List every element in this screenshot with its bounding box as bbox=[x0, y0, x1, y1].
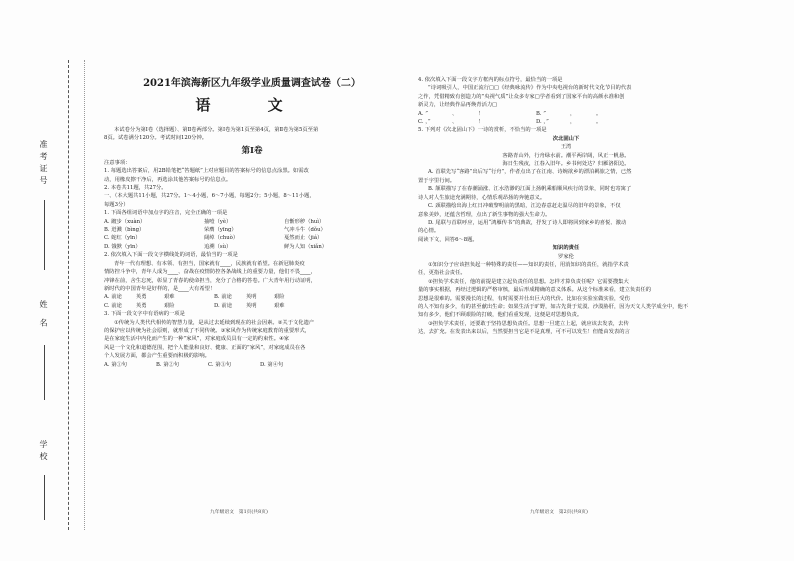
q5-option-b[interactable]: B. 颔联描写了在春潮涌涨、江水浩渺的江面上扬帆乘船顺风疾行的景象，同时也寄寓了 bbox=[428, 186, 632, 193]
left-page bbox=[104, 0, 400, 561]
question-2: 2. 依次填入下面一段文字横线处的词语，最恰当的一项是 bbox=[104, 252, 238, 259]
q3-passage-line: ①传统为人类代代相传的智慧力量，是从过去延续到现在的社会因素。②关于文化遗产 bbox=[114, 319, 315, 326]
question-1: 1. 下面各组词语中加点字的注音，完全正确的一项是 bbox=[104, 210, 228, 217]
q2-passage-line: 新时代的中国青年是好样的，是____大有希望！ bbox=[104, 285, 216, 292]
option-row[interactable]: B. 迸溅（bìng） 荣膺（yīng） 气冲斗牛（dǒu） bbox=[104, 227, 326, 234]
q2-passage-line: 冲锋在前，舍生忘死，彰显了青春的使命担当，充分了合格的答卷。广大青年用行动证明， bbox=[104, 277, 316, 284]
article-line: 量的事实根据，再经过逻辑的严格审核，最后形成精确的意义体系。从这个标准来看，建立负责任的 bbox=[418, 287, 652, 294]
q4-passage-line: “诗词吸引人，中国正流行□□《经典咏流传》作为中央电视台的新时代文化节目的代表 bbox=[428, 85, 632, 92]
poem-line: 客路青山外，行舟绿水前。潮平两岸阔，风正一帆悬。 bbox=[502, 152, 630, 159]
binding-dashed-line bbox=[68, 60, 69, 530]
poem-title: 次北固山下 bbox=[552, 135, 580, 142]
option[interactable]: D. ，” bbox=[536, 119, 549, 126]
name-field[interactable] bbox=[44, 345, 45, 400]
q2-options-row: C. 前途 英勇 艰险 D. 前途 英明 艰难 bbox=[104, 302, 285, 309]
subject-title: 语 文 bbox=[195, 96, 309, 114]
option[interactable]: B. ” bbox=[536, 110, 546, 117]
note-line: 一、（本大题共11小题，共27分。1～4小题，6～7小题，每题2分；5小题，8～11小题， bbox=[104, 193, 315, 200]
article-title: 知识的责任 bbox=[552, 245, 580, 252]
binding-strip bbox=[0, 0, 96, 561]
q4-passage-line: 之作，凭借精致有创造力的“央视气质”让众多专家□学者看到了国家平台的高颜水准和创 bbox=[418, 93, 625, 100]
reading-instruction: 阅读下文，回答6～8题。 bbox=[418, 236, 478, 243]
q3-options-row bbox=[104, 361, 400, 369]
left-body bbox=[104, 126, 400, 369]
article-line: 的人不知有多少，有的甚至献出生命；如果生活于旷野，如古先贤于荒漠、沙漠胁肝，因为天文人类学成全中，他不 bbox=[418, 303, 689, 310]
notes-heading: 注意事项： bbox=[104, 159, 131, 166]
option[interactable]: A. ” bbox=[418, 110, 428, 117]
page-footer-right: 九年级语文 第2页(共8页) bbox=[530, 510, 588, 515]
q2-passage-line: 青年一代有理想、有本领、有担当，国家就有____，民族就有希望。在新冠肺炎疫 bbox=[114, 260, 305, 267]
option[interactable]: A. 前途 bbox=[104, 294, 122, 301]
option-row[interactable]: A. 踱步（xuàn） 抽噎（yè） 自惭形秽（huì） bbox=[104, 218, 325, 225]
q2-passage-line: 情防控斗争中，青年人成为____、奋战在疫情防控各条战线上的重要力量，他们不畏____， bbox=[104, 269, 316, 276]
q4-options-row: A. ” 、 ！ B. ” ， 。 bbox=[418, 110, 602, 117]
option[interactable]: C. 第③句 bbox=[208, 361, 232, 368]
option[interactable]: A. 第①句 bbox=[104, 361, 128, 368]
note-line: 1. 每题选出答案后，用2B铅笔把“答题纸”上对应题目的答案标号的信息点涂黑。如需改 bbox=[104, 168, 309, 175]
note-line: 2. 本卷共11题，共27分。 bbox=[104, 185, 167, 192]
page-footer-left: 九年级语文 第1页(共8页) bbox=[210, 510, 268, 515]
article-line: ①知识分子应该担负起一种特殊的责任——知识的责任，用消知识的责任，就指学术责 bbox=[428, 261, 629, 268]
q3-passage-line: 个人发展方面，都会产生重要而积极的影响。 bbox=[104, 353, 210, 360]
q5-option-b-cont: 诗人对人生旅途充满期待，心情乐观昂扬的奔驰意义。 bbox=[418, 194, 546, 201]
article-line: 思想是很难的。需要漫长的过程，有时需要并仕出巨大的代价。比如在实验室做实验，受伤 bbox=[418, 295, 630, 302]
q5-option-a[interactable]: A. 首联先写“客路”出后写“行舟”，作者点出了在江南、诗婉欲乡的漂泊羁旅之情，已然 bbox=[428, 169, 632, 176]
q1-options bbox=[104, 218, 400, 252]
article-line: 任，更指社会责任。 bbox=[418, 270, 466, 277]
name-label: 姓 名 bbox=[39, 300, 48, 331]
article-line: ②担负学术责任，他的前提是建立起负责任的思想。怎样才算负责任呢？它需要搜集大 bbox=[428, 278, 629, 285]
option[interactable]: C. ，” bbox=[418, 119, 431, 126]
q5-option-d-cont: 的心情。 bbox=[418, 228, 440, 235]
intro-line: 8页。试卷满分120分。考试时间120分钟。 bbox=[104, 135, 208, 142]
option[interactable]: B. 第②句 bbox=[156, 361, 180, 368]
school-label: 学校 bbox=[39, 440, 48, 464]
article-line: 知有多少，他们不顾艰险的打破，他们看重发现，这便是对思想负责。 bbox=[418, 312, 583, 319]
q3-passage-line: 是在家庭生活中内化而产生的一种“家风”，对家庭成员具有一定的约束性。④家 bbox=[104, 336, 290, 343]
question-5: 5. 下列对《次北固山下》一诗的赏析，不恰当的一项是 bbox=[418, 127, 547, 134]
exam-number-field[interactable] bbox=[44, 200, 45, 270]
article-line: ③担负学术责任，还要敢于坚持思想负责任。思想一旦建立上起，就应该去发表，去传 bbox=[428, 320, 629, 327]
option-row[interactable]: C. 蛇红（yīn） 阔绰（chuò） 戛然而止（jiá） bbox=[104, 235, 323, 242]
article-author: 罗家伦 bbox=[558, 253, 574, 260]
note-line: 每题3分） bbox=[104, 201, 129, 208]
q5-option-c[interactable]: C. 颈联描绘出海上红日冲破黎明前的黑暗，江边春意赶走温尽的旧年的景象，不仅 bbox=[428, 203, 621, 210]
article-line: 达，去扩充。在发表出来以后，当然要担当它是不是真理，可不可以发生！但能由发表的言 bbox=[418, 329, 630, 336]
poem-author: 王湾 bbox=[560, 144, 572, 151]
q3-passage-line: 风是一个文化和道德范围，把个人能量和良好、健康、正面的“家风”，对家庭成员在各 bbox=[104, 344, 306, 351]
q4-passage-line: 新灵力，让经典作品再焕青活力□ bbox=[418, 102, 498, 109]
note-line: 动，用橡皮擦干净后，再选涂其他答案标号的信息点。 bbox=[104, 176, 232, 183]
q5-option-d[interactable]: D. 尾联与首联呼应，运用“鸿雁传书”的典故，抒发了诗人即将回到家乡的喜悦、激动 bbox=[428, 219, 627, 226]
q5-option-a-cont: 置于宇里行间。 bbox=[418, 177, 456, 184]
intro-line: 本试卷分为第Ⅰ卷（选择题）、第Ⅱ卷两部分。第Ⅰ卷为第1页至第4页，第Ⅱ卷为第5页至第 bbox=[114, 127, 319, 133]
question-3: 3. 下面一段文字中有语病的一项是 bbox=[104, 311, 185, 318]
exam-number-label: 准考证号 bbox=[39, 140, 48, 188]
poem-line: 海日生残夜，江春入旧年。乡书何处达？归雁洛阳边。 bbox=[502, 161, 630, 168]
q4-options-row: C. ，” 、 ！ D. ，” ， 。 bbox=[418, 119, 602, 126]
option[interactable]: D. 前途 bbox=[214, 302, 233, 309]
school-field[interactable] bbox=[44, 475, 45, 520]
right-body bbox=[418, 76, 714, 337]
option-row[interactable]: D. 饿默（yīn） 追溯（sù） 鲜为人知（xiǎn） bbox=[104, 243, 328, 250]
binding-dotted-line bbox=[84, 60, 85, 530]
q5-option-c-cont: 意象美妙，还蕴含哲理，点出了新生事物的强大生命力。 bbox=[418, 211, 551, 218]
right-page bbox=[418, 0, 714, 561]
option[interactable]: C. 前途 bbox=[104, 302, 122, 309]
option[interactable]: B. 前途 bbox=[214, 294, 232, 301]
question-4: 4. 依次填入下面一段文字方框内的标点符号，最恰当的一项是 bbox=[418, 77, 563, 83]
q3-passage-line: 的保护应以传统为社会原则，就形成了不同传统。③家风作为传统家庭教育的重要形式， bbox=[104, 327, 311, 334]
exam-title: 2021年滨海新区九年级学业质量调查试卷（二） bbox=[143, 78, 361, 89]
section-juan-1: 第Ⅰ卷 bbox=[241, 145, 263, 156]
option[interactable]: D. 第④句 bbox=[260, 361, 284, 368]
q2-options-row: A. 前途 英勇 艰难 B. 前途 英明 艰险 bbox=[104, 294, 285, 301]
